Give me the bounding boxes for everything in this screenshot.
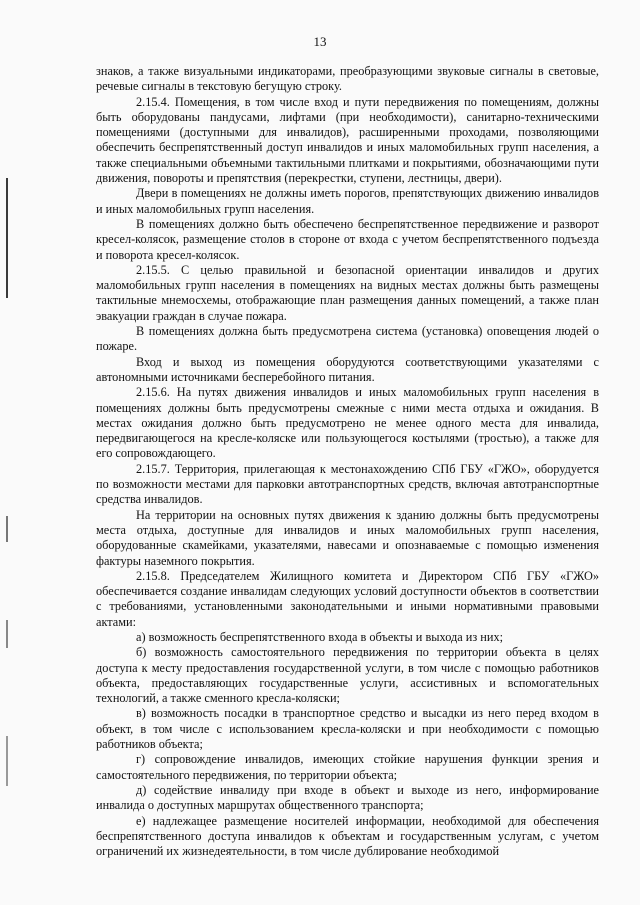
list-item: в) возможность посадки в транспортное средство и высадки из него перед входом в объект, в том числе с использованием кресла-коляски и при необходимости с помощью работников объекта; [96, 706, 599, 752]
margin-mark [6, 178, 8, 298]
list-item: г) сопровождение инвалидов, имеющих стойкие нарушения функции зрения и самостоятельного передвижения, по территории объекта; [96, 752, 599, 782]
paragraph: 2.15.4. Помещения, в том числе вход и пути передвижения по помещениям, должны быть оборудованы пандусами, лифтами (при необходимости), санитарно-техническими помещениями (доступными для инвалидов), расширенными проходами, позволяющими обеспечить беспрепятственный доступ инвалидов и иных маломобильных групп населения, а также специальными объемными тактильными плитками и покрытиями, обозначающими пути движения, повороты и препятствия (перекрестки, ступени, лестницы, двери). [96, 94, 599, 186]
paragraph: Двери в помещениях не должны иметь порогов, препятствующих движению инвалидов и иных маломобильных групп населения. [96, 186, 599, 216]
list-item: б) возможность самостоятельного передвижения по территории объекта в целях доступа к месту предоставления государственной услуги, в том числе с помощью работников объекта, предоставляющих государственные услуги, ассистивных и вспомогательных технологий, а также сменного кресла-коляски; [96, 645, 599, 706]
paragraph: 2.15.7. Территория, прилегающая к местонахождению СПб ГБУ «ГЖО», оборудуется по возможности местами для парковки автотранспортных средств, включая автотранспортные средства инвалидов. [96, 461, 599, 507]
list-item: а) возможность беспрепятственного входа в объекты и выхода из них; [136, 629, 504, 644]
document-body [96, 64, 599, 859]
list-item: е) надлежащее размещение носителей информации, необходимой для обеспечения беспрепятственного доступа инвалидов к объектам и государственным услугам, с учетом ограничений их жизнедеятельности, в том числе дублирование необходимой [96, 813, 599, 859]
paragraph: 2.15.5. С целью правильной и безопасной ориентации инвалидов и других маломобильных групп населения в помещениях на видных местах должны быть размещены тактильные мнемосхемы, отображающие план размещения данных помещений, а также план эвакуации граждан в случае пожара. [96, 262, 599, 323]
paragraph: 2.15.8. Председателем Жилищного комитета и Директором СПб ГБУ «ГЖО» обеспечивается создание инвалидам следующих условий доступности объектов в соответствии с требованиями, установленными законодательными и иными нормативными правовыми актами: [96, 568, 599, 629]
paragraph: В помещениях должна быть предусмотрена система (установка) оповещения людей о пожаре. [96, 324, 599, 354]
paragraph: знаков, а также визуальными индикаторами, преобразующими звуковые сигналы в световые, речевые сигналы в текстовую бегущую строку. [96, 64, 599, 94]
paragraph: На территории на основных путях движения к зданию должны быть предусмотрены места отдыха, доступные для инвалидов и иных маломобильных групп населения, оборудованные скамейками, указателями, навесами и опознаваемые с помощью изменения фактуры наземного покрытия. [96, 507, 599, 568]
margin-mark [6, 516, 8, 542]
margin-mark [6, 620, 8, 648]
paragraph: В помещениях должно быть обеспечено беспрепятственное передвижение и разворот кресел-колясок, размещение столов в стороне от входа с учетом беспрепятственного подъезда и поворота кресел-колясок. [96, 216, 599, 262]
margin-mark [6, 736, 8, 786]
page-number: 13 [313, 34, 327, 49]
paragraph: Вход и выход из помещения оборудуются соответствующими указателями с автономными источниками бесперебойного питания. [96, 354, 599, 384]
paragraph: 2.15.6. На путях движения инвалидов и иных маломобильных групп населения в помещениях должны быть предусмотрены смежные с ними места отдыха и ожидания. В местах ожидания должно быть предусмотрено не менее одного места для инвалида, передвигающегося на кресле-коляске или пользующегося костылями (тростью), а также для его сопровождающего. [96, 385, 599, 461]
list-item: д) содействие инвалиду при входе в объект и выходе из него, информирование инвалида о доступных маршрутах общественного транспорта; [96, 782, 599, 813]
